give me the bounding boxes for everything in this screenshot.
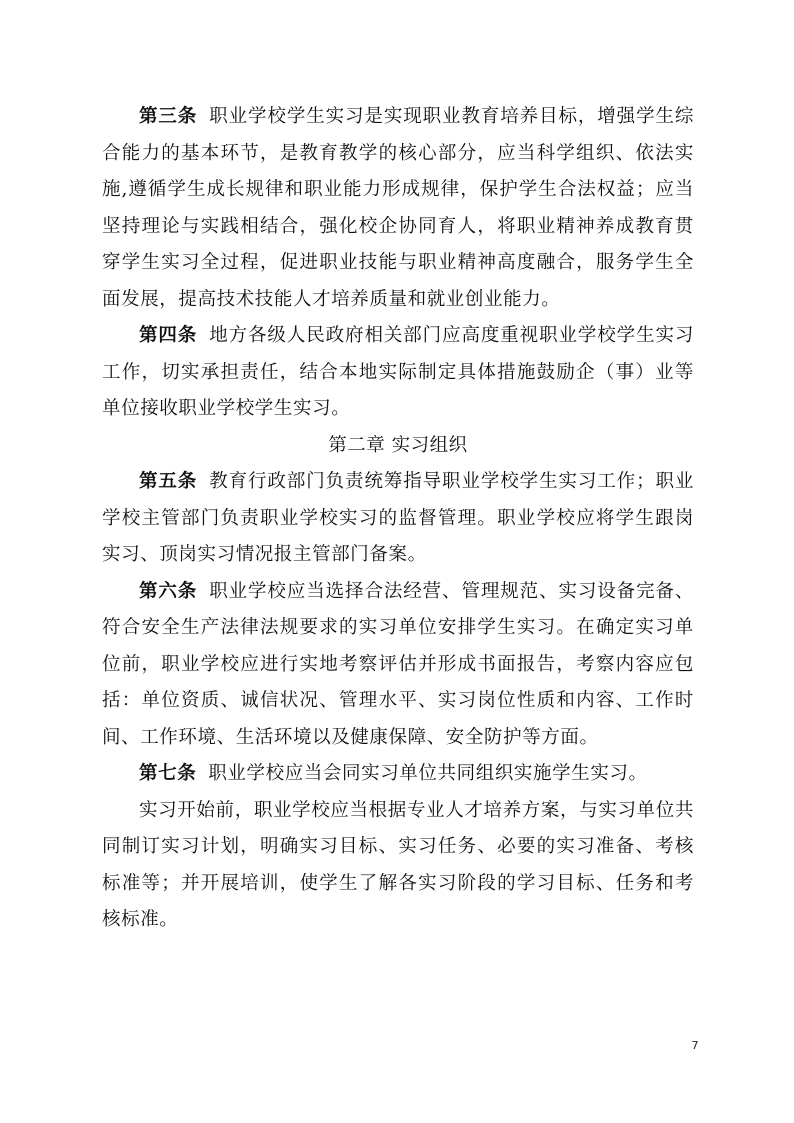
article-7 — [102, 756, 694, 793]
article-text: 地方各级人民政府相关部门应高度重视职业学校学生实习工作，切实承担责任，结合本地实际制定具体措施鼓励企（事）业等单位接收职业学校学生实习。 — [102, 325, 694, 419]
article-heading: 第五条 — [139, 471, 198, 492]
article-text: 职业学校应当选择合法经营、管理规范、实习设备完备、符合安全生产法律法规要求的实习单位安排学生实习。在确定实习单位前，职业学校应进行实地考察评估并形成书面报告，考察内容应包括：单位资质、诚信状况、管理水平、实习岗位性质和内容、工作时间、工作环境、生活环境以及健康保障、安全防护等方面。 — [102, 580, 694, 748]
document-body — [102, 99, 694, 939]
article-heading: 第三条 — [139, 106, 198, 127]
article-3 — [102, 99, 694, 318]
article-text: 教育行政部门负责统筹指导职业学校学生实习工作；职业学校主管部门负责职业学校实习的监督管理。职业学校应将学生跟岗实习、顶岗实习情况报主管部门备案。 — [102, 471, 694, 565]
page-number: 7 — [691, 1039, 699, 1052]
article-6 — [102, 574, 694, 757]
article-heading: 第六条 — [139, 580, 198, 602]
article-text: 职业学校学生实习是实现职业教育培养目标，增强学生综合能力的基本环节，是教育教学的核心部分，应当科学组织、依法实施,遵循学生成长规律和职业能力形成规律，保护学生合法权益；应当坚持理论与实践相结合，强化校企协同育人，将职业精神养成教育贯穿学生实习全过程，促进职业技能与职业精神高度融合，服务学生全面发展，提高技术技能人才培养质量和就业创业能力。 — [102, 106, 694, 310]
article-4 — [102, 318, 694, 428]
article-7-continuation — [102, 793, 694, 939]
article-text: 实习开始前，职业学校应当根据专业人才培养方案，与实习单位共同制订实习计划，明确实习目标、实习任务、必要的实习准备、考核标准等；并开展培训，使学生了解各实习阶段的学习目标、任务和考核标准。 — [102, 799, 694, 930]
article-text: 职业学校应当会同实习单位共同组织实施学生实习。 — [208, 763, 648, 784]
chapter-heading: 第二章 实习组织 — [328, 434, 468, 456]
article-5 — [102, 464, 694, 574]
article-heading: 第四条 — [139, 325, 198, 346]
article-heading: 第七条 — [139, 763, 197, 784]
